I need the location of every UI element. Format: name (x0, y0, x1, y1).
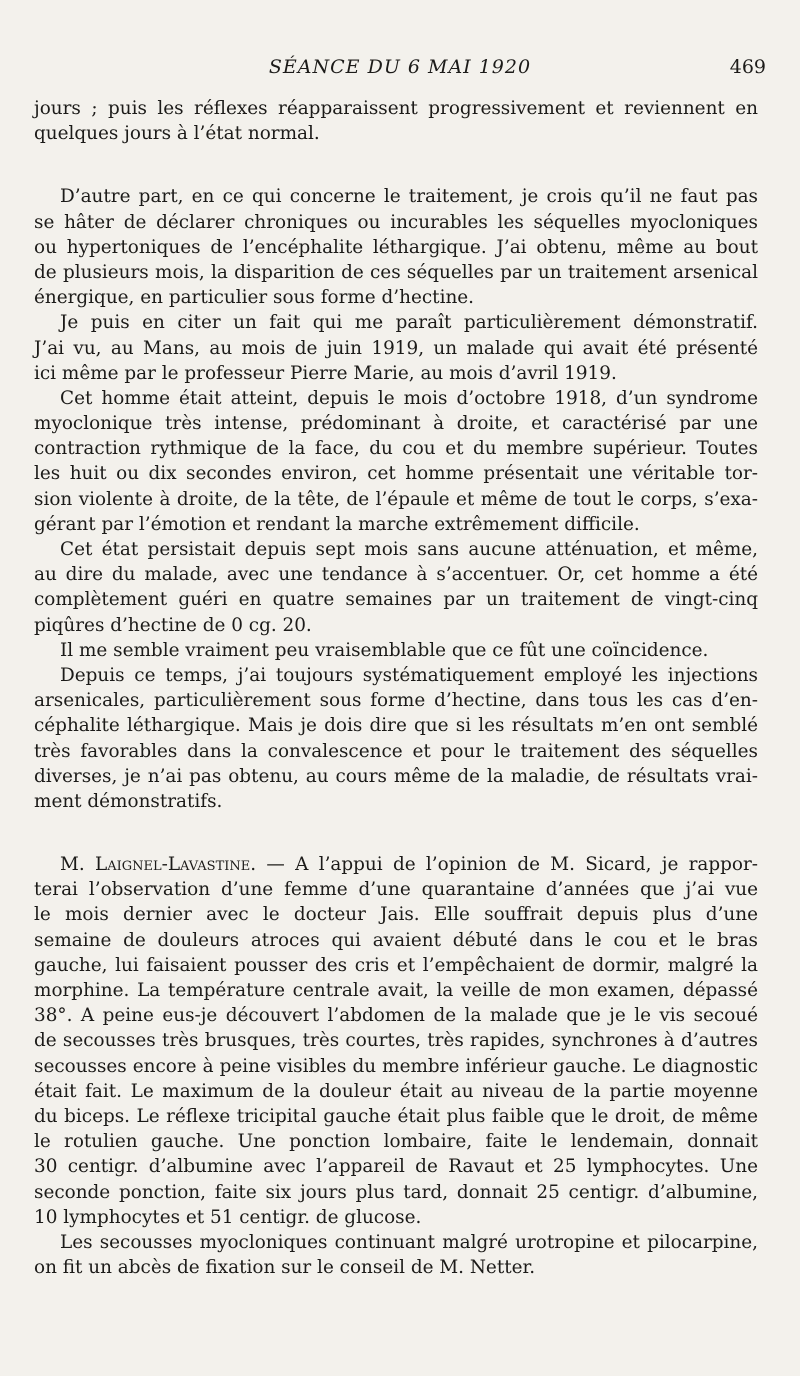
text-line: les huit ou dix secondes environ, cet homme présentait une véritable tor- (34, 463, 758, 485)
text-line: gérant par l’émotion et rendant la marche extrêmement difficile. (34, 513, 640, 535)
body-text (34, 96, 758, 1280)
text-line: de plusieurs mois, la disparition de ces séquelles par un traitement arsenical (34, 261, 758, 283)
text-line: semaine de douleurs atroces qui avaient débuté dans le cou et le bras (34, 929, 758, 951)
text-line: Les secousses myocloniques continuant malgré urotropine et pilocarpine, (60, 1231, 758, 1253)
text-line: céphalite léthargique. Mais je dois dire que si les résultats m’en ont semblé (34, 715, 758, 737)
text-line: on fit un abcès de fixation sur le conseil de M. Netter. (34, 1257, 536, 1279)
text-line: jours ; puis les réflexes réapparaissent progressivement et reviennent en (34, 98, 758, 119)
text-line: de secousses très brusques, très courtes, très rapides, synchrones à d’autres (34, 1030, 758, 1052)
text-line: contraction rythmique de la face, du cou et du membre supérieur. Toutes (34, 438, 758, 460)
text-line: morphine. La température centrale avait, la veille de mon examen, dépassé (34, 980, 758, 1001)
text-line: le mois dernier avec le docteur Jais. Elle souffrait depuis plus d’une (34, 904, 758, 926)
text-line: J’ai vu, au Mans, au mois de juin 1919, un malade qui avait été présenté (34, 337, 758, 359)
running-title: SÉANCE DU 6 MAI 1920 (268, 56, 532, 78)
text-line: 30 centigr. d’albumine avec l’appareil de Ravaut et 25 lymphocytes. Une (34, 1156, 758, 1178)
paragraph-2 (34, 184, 758, 310)
text-line: myoclonique très intense, prédominant à droite, et caractérisé par une (34, 413, 758, 435)
text-line: 10 lymphocytes et 51 centigr. de glucose. (34, 1206, 422, 1228)
text-line: gauche, lui faisaient pousser des cris et l’empêchaient de dormir, malgré la (34, 954, 758, 976)
text-line: ment démonstratifs. (34, 790, 223, 812)
paragraph-6 (34, 638, 758, 663)
running-header (0, 56, 800, 84)
text-line: était fait. Le maximum de la douleur était au niveau de la partie moyenne (34, 1080, 758, 1102)
text-line: le rotulien gauche. Une ponction lombaire, faite le lendemain, donnait (34, 1131, 758, 1153)
text-line: diverses, je n’ai pas obtenu, au cours même de la maladie, de résultats vrai- (34, 765, 758, 787)
page-number: 469 (729, 56, 766, 78)
text-line: quelques jours à l’état normal. (34, 123, 320, 145)
paragraph-5 (34, 537, 758, 638)
text-line: seconde ponction, faite six jours plus tard, donnait 25 centigr. d’albumine, (34, 1181, 758, 1203)
text-line: ici même par le professeur Pierre Marie, au mois d’avril 1919. (34, 362, 617, 384)
text-line: Depuis ce temps, j’ai toujours systématiquement employé les injections (60, 664, 758, 686)
text-line: Cet état persistait depuis sept mois sans aucune atténuation, et même, (60, 539, 758, 560)
text-line: secousses encore à peine visibles du membre inférieur gauche. Le diagnostic (34, 1055, 758, 1077)
speaker-name: M. Laignel-Lavastine. (60, 854, 257, 876)
text-line: D’autre part, en ce qui concerne le traitement, je crois qu’il ne faut pas (60, 186, 758, 208)
text-line: ou hypertoniques de l’encéphalite léthargique. J’ai obtenu, même au bout (34, 236, 758, 258)
paragraph-3 (34, 310, 758, 386)
text-line: énergique, en particulier sous forme d’hectine. (34, 287, 475, 309)
paragraph-7 (34, 663, 758, 814)
text-line: piqûres d’hectine de 0 cg. 20. (34, 614, 312, 636)
paragraph-gap (34, 146, 758, 184)
text-line: Cet homme était atteint, depuis le mois d’octobre 1918, d’un syndrome (60, 387, 758, 409)
text-line: Il me semble vraiment peu vraisemblable que ce fût une coïncidence. (60, 639, 709, 661)
text-line: au dire du malade, avec une tendance à s’accentuer. Or, cet homme a été (34, 564, 758, 586)
text-line (34, 852, 758, 877)
paragraph-8 (34, 852, 758, 1230)
text-line: 38°. A peine eus-je découvert l’abdomen de la malade que je le vis secoué (34, 1005, 758, 1027)
paragraph-9 (34, 1230, 758, 1280)
text-line: du biceps. Le réflexe tricipital gauche était plus faible que le droit, de même (34, 1105, 758, 1127)
text-line: se hâter de déclarer chroniques ou incurables les séquelles myocloniques (34, 211, 758, 233)
text-span: — A l’appui de l’opinion de M. Sicard, je rappor- (256, 854, 759, 876)
paragraph-1 (34, 96, 758, 146)
paragraph-gap (34, 814, 758, 852)
text-line: complètement guéri en quatre semaines par un traitement de vingt-cinq (34, 589, 758, 611)
text-line: sion violente à droite, de la tête, de l’épaule et même de tout le corps, s’exa- (34, 488, 758, 510)
text-line: terai l’observation d’une femme d’une quarantaine d’années que j’ai vue (34, 879, 758, 901)
text-line: arsenicales, particulièrement sous forme d’hectine, dans tous les cas d’en- (34, 690, 758, 712)
text-line: très favorables dans la convalescence et pour le traitement des séquelles (34, 740, 758, 762)
paragraph-4 (34, 386, 758, 537)
text-line: Je puis en citer un fait qui me paraît particulièrement démonstratif. (60, 312, 758, 334)
